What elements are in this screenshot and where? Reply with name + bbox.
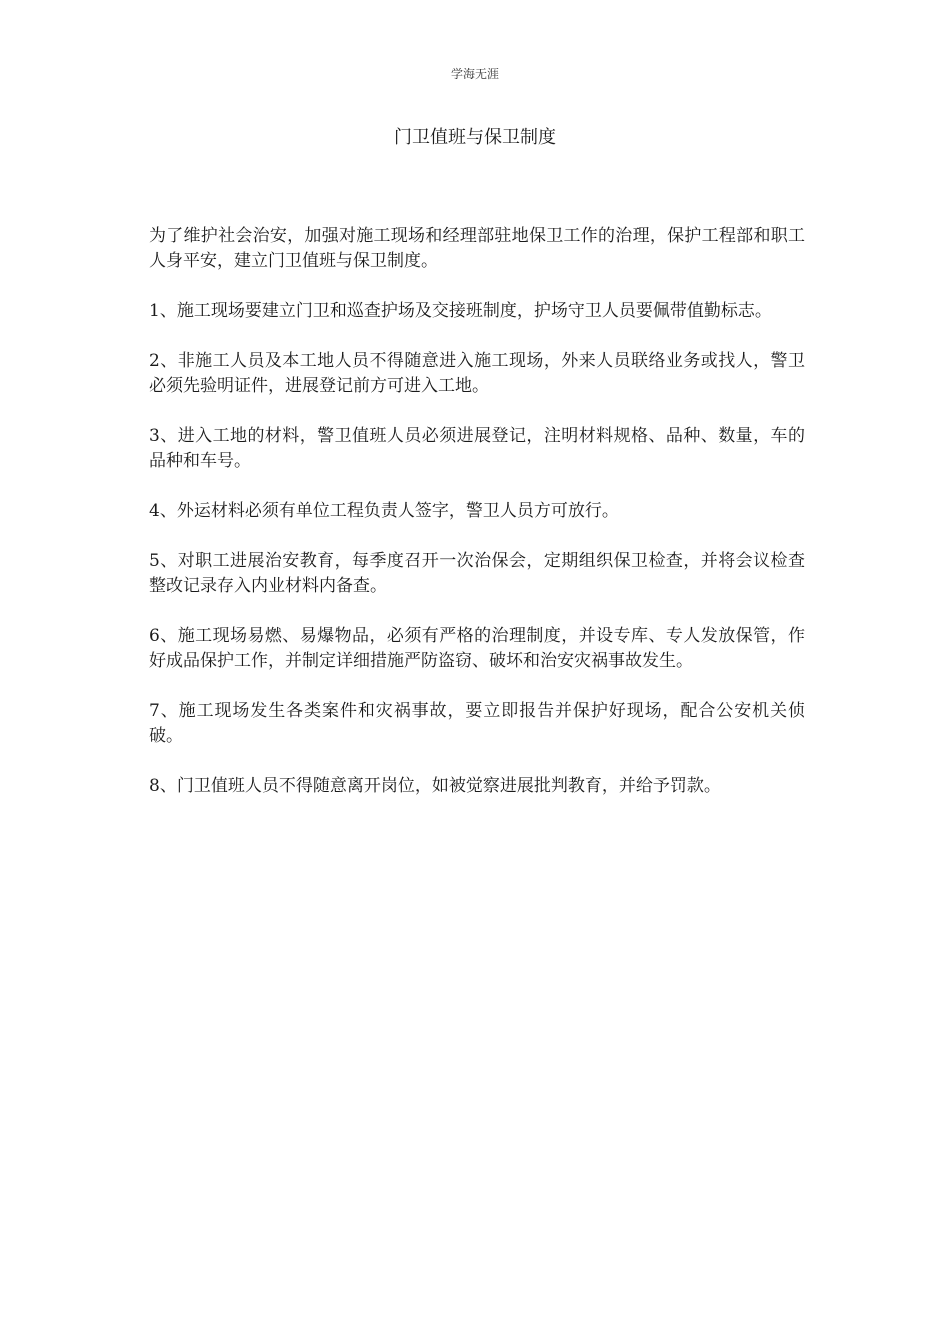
- rule-paragraph-5: 5、对职工进展治安教育，每季度召开一次治保会，定期组织保卫检查，并将会议检查整改记录存入内业材料内备查。: [149, 551, 805, 596]
- rule-paragraph-6: 6、施工现场易燃、易爆物品，必须有严格的治理制度，并设专库、专人发放保管，作好成品保护工作，并制定详细措施严防盗窃、破坏和治安灾祸事故发生。: [149, 626, 805, 671]
- document-body: [149, 224, 805, 824]
- intro-paragraph: 为了维护社会治安，加强对施工现场和经理部驻地保卫工作的治理，保护工程部和职工人身平安，建立门卫值班与保卫制度。: [149, 226, 805, 271]
- rule-paragraph-8: 8、门卫值班人员不得随意离开岗位，如被觉察进展批判教育，并给予罚款。: [149, 776, 721, 796]
- document-title: 门卫值班与保卫制度: [394, 127, 556, 148]
- rule-paragraph-4: 4、外运材料必须有单位工程负责人签字，警卫人员方可放行。: [149, 501, 619, 521]
- rule-paragraph-7: 7、施工现场发生各类案件和灾祸事故，要立即报告并保护好现场，配合公安机关侦破。: [149, 701, 805, 746]
- rule-paragraph-2: 2、非施工人员及本工地人员不得随意进入施工现场，外来人员联络业务或找人，警卫必须先验明证件，进展登记前方可进入工地。: [149, 351, 805, 396]
- page-header: 学海无涯: [450, 67, 499, 81]
- rule-paragraph-1: 1、施工现场要建立门卫和巡查护场及交接班制度，护场守卫人员要佩带值勤标志。: [149, 301, 772, 321]
- rule-paragraph-3: 3、进入工地的材料，警卫值班人员必须进展登记，注明材料规格、品种、数量，车的品种和车号。: [149, 426, 805, 471]
